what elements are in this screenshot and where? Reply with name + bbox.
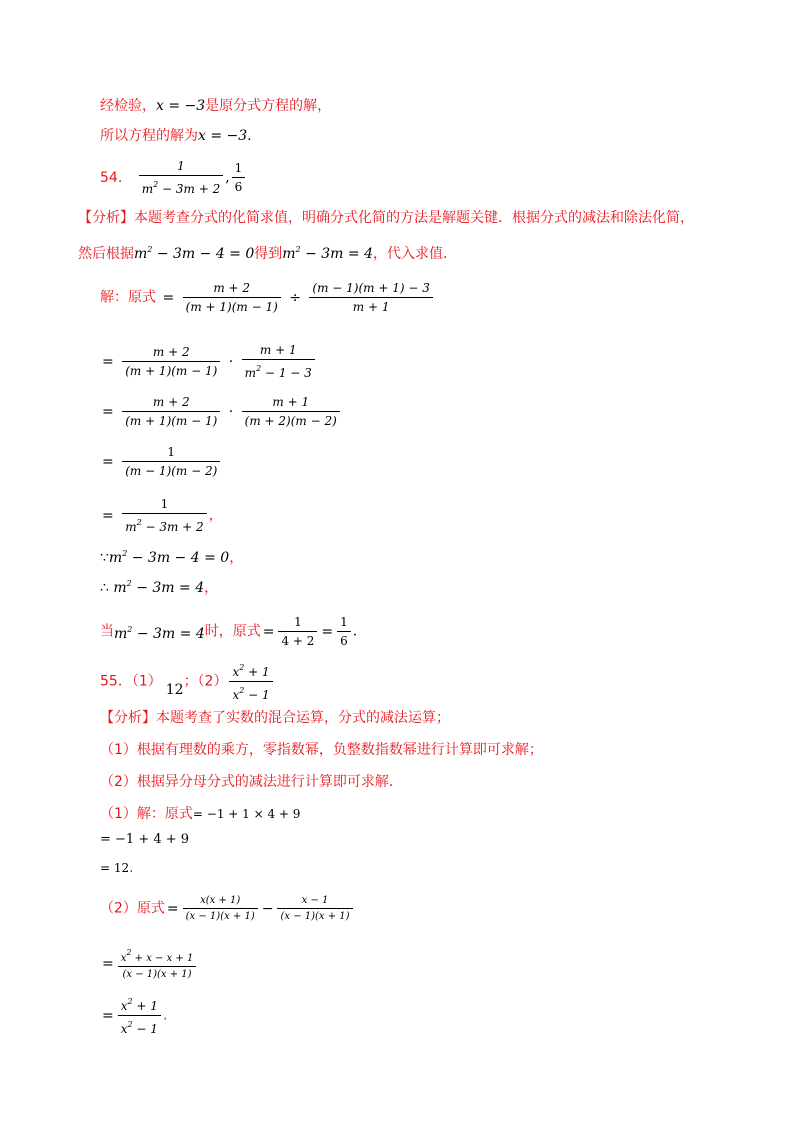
question-55-label: 55．（1） — [100, 673, 162, 690]
fraction — [118, 994, 161, 1037]
equals-sign: = — [102, 403, 114, 420]
fraction-numerator: m + 2 — [122, 344, 220, 362]
solution-54-step-3 — [100, 394, 342, 429]
solution-line — [100, 126, 252, 146]
question-55-answer — [100, 660, 275, 703]
analysis-equation: $m^2 - 3m = 4$ — [282, 245, 373, 262]
multiply-dot: · — [228, 403, 234, 420]
fraction — [122, 496, 207, 535]
equals-sign: = — [166, 900, 179, 917]
equals-sign: = — [262, 623, 275, 640]
fraction-numerator: m + 2 — [183, 280, 281, 298]
analysis-54-line-2 — [78, 240, 457, 264]
fraction-denominator: (x − 1)(x + 1) — [185, 911, 255, 922]
because-symbol: ∵ — [100, 550, 109, 566]
question-54-answer — [100, 158, 247, 197]
fraction — [309, 280, 432, 315]
final-condition: $m^2 - 3m = 4$ — [114, 624, 205, 642]
derived-equation: $m^2 - 3m = 4$ — [113, 579, 205, 596]
fraction-denominator: (m + 1)(m − 1) — [185, 300, 278, 314]
question-54-label: 54. — [100, 169, 123, 186]
fraction — [277, 894, 352, 923]
analysis-54-line-1: 【分析】本题考查分式的化简求值，明确分式化简的方法是解题关键．根据分式的减法和除法化简， — [78, 210, 694, 226]
fraction — [118, 946, 197, 981]
fraction-numerator: x(x + 1) — [183, 894, 258, 909]
answer-separator: , — [225, 169, 230, 186]
fraction-denominator: 4 + 2 — [281, 634, 315, 648]
fraction-numerator: m + 1 — [242, 342, 315, 360]
verification-text-end: 是原分式方程的解， — [205, 98, 332, 114]
therefore-symbol: ∴ — [100, 580, 109, 596]
equals-sign: = — [102, 353, 114, 370]
fraction-numerator: 1 — [122, 444, 220, 462]
fraction-numerator: 1 — [337, 614, 351, 632]
answer-54-fraction-2 — [232, 160, 246, 195]
fraction-denominator: (m + 1)(m − 1) — [125, 414, 218, 428]
solution-55-part-2-line-2 — [100, 946, 198, 981]
answer-54-fraction-1 — [139, 158, 224, 197]
fraction-denominator: (m − 1)(m − 2) — [125, 464, 218, 478]
solution-55-part-1-line-3 — [100, 858, 134, 878]
fraction-numerator: $x^2 + 1$ — [118, 994, 161, 1016]
solution-55-part-1-line-2: = −1 + 4 + 9 — [100, 832, 190, 847]
fraction-denominator: 6 — [234, 180, 243, 194]
fraction-numerator: x − 1 — [277, 894, 352, 909]
fraction-denominator: $m^2 - 1 - 3$ — [244, 364, 312, 380]
fraction — [122, 444, 220, 479]
fraction-numerator: $x^2 + 1$ — [229, 660, 272, 682]
equals-sign: = — [321, 623, 334, 640]
fraction — [122, 394, 220, 429]
solution-54-step-2 — [100, 342, 317, 381]
punctuation: . — [162, 1007, 168, 1024]
fraction — [242, 394, 340, 429]
fraction-numerator: $x^2 + x - x + 1$ — [118, 946, 197, 967]
fraction-denominator: (m + 2)(m − 2) — [244, 414, 337, 428]
solution-math: x = −3 — [198, 128, 248, 144]
equals-sign: = — [102, 453, 114, 470]
fraction-numerator: 1 — [232, 160, 246, 178]
punctuation: ， — [229, 550, 244, 566]
equals-sign: = — [162, 289, 175, 306]
punctuation: . — [129, 860, 134, 876]
analysis-55-line-1: 【分析】本题考查了实数的混合运算，分式的减法运算； — [100, 710, 450, 726]
minus-sign: − — [261, 900, 274, 917]
step-label: 解：原式 — [100, 289, 156, 306]
verification-line — [100, 96, 331, 116]
punctuation: ， — [208, 507, 223, 524]
solution-55-part-2-line-3 — [100, 994, 167, 1037]
punctuation: . — [352, 623, 358, 640]
analysis-55-line-2: （1）根据有理数的乘方，零指数幂，负整数指数幂进行计算即可求解； — [100, 742, 543, 758]
answer-55-fraction — [229, 660, 272, 703]
fraction — [183, 280, 281, 315]
fraction — [183, 894, 258, 923]
divide-sign: ÷ — [289, 289, 301, 306]
fraction-numerator: m + 2 — [122, 394, 220, 412]
punctuation: ， — [204, 580, 219, 596]
analysis-55-line-3: （2）根据异分母分式的减法进行计算即可求解． — [100, 774, 403, 790]
fraction-numerator: 1 — [278, 614, 317, 632]
solution-54-because — [100, 544, 243, 568]
step-equation: = −1 + 1 × 4 + 9 — [192, 807, 301, 821]
solution-54-final — [100, 614, 357, 649]
fraction-numerator: 1 — [139, 158, 224, 176]
fraction-numerator: 1 — [122, 496, 207, 514]
fraction-denominator: (x − 1)(x + 1) — [122, 969, 192, 980]
fraction-denominator: $x^2 - 1$ — [232, 686, 270, 702]
fraction-numerator: (m − 1)(m + 1) − 3 — [309, 280, 432, 298]
fraction — [337, 614, 351, 649]
solution-text: 所以方程的解为 — [100, 128, 198, 144]
final-text: 当 — [100, 623, 114, 640]
step-label: （2）原式 — [100, 900, 165, 917]
answer-separator: ；（2） — [183, 673, 228, 690]
fraction-denominator: 6 — [340, 634, 348, 648]
analysis-text: 然后根据 — [78, 246, 134, 262]
equals-sign: = — [102, 507, 114, 524]
equals-sign: = — [102, 955, 114, 972]
result-value: = 12 — [100, 861, 130, 875]
solution-55-part-1 — [100, 804, 300, 824]
fraction — [278, 614, 317, 649]
fraction-denominator: $m^2 - 3m + 2$ — [141, 180, 221, 196]
fraction-denominator: (m + 1)(m − 1) — [125, 364, 218, 378]
multiply-dot: · — [228, 353, 234, 370]
equals-sign: = — [102, 1007, 114, 1024]
fraction-denominator: m + 1 — [352, 300, 390, 314]
fraction — [122, 344, 220, 379]
solution-54-step-1 — [100, 280, 435, 315]
solution-54-step-5 — [100, 496, 223, 535]
fraction-numerator: m + 1 — [242, 394, 340, 412]
solution-55-part-2 — [100, 894, 355, 923]
fraction — [242, 342, 315, 381]
solution-54-step-4 — [100, 444, 222, 479]
condition-equation: $m^2 - 3m - 4 = 0$ — [108, 549, 230, 566]
analysis-text: 得到 — [254, 246, 283, 262]
verification-text: 经检验， — [100, 98, 156, 114]
final-text: 时，原式 — [204, 623, 261, 640]
step-label: （1）解：原式 — [100, 806, 193, 822]
analysis-equation: $m^2 - 3m - 4 = 0$ — [134, 245, 255, 262]
solution-54-therefore — [100, 574, 218, 598]
fraction-denominator: $m^2 - 3m + 2$ — [125, 518, 204, 534]
fraction-denominator: (x − 1)(x + 1) — [280, 911, 350, 922]
verification-math: x = −3 — [156, 98, 206, 114]
solution-period: . — [247, 128, 252, 144]
answer-55-part-1: 12 — [165, 681, 184, 698]
analysis-text: ，代入求值． — [373, 246, 457, 262]
fraction-denominator: $x^2 - 1$ — [120, 1020, 158, 1036]
